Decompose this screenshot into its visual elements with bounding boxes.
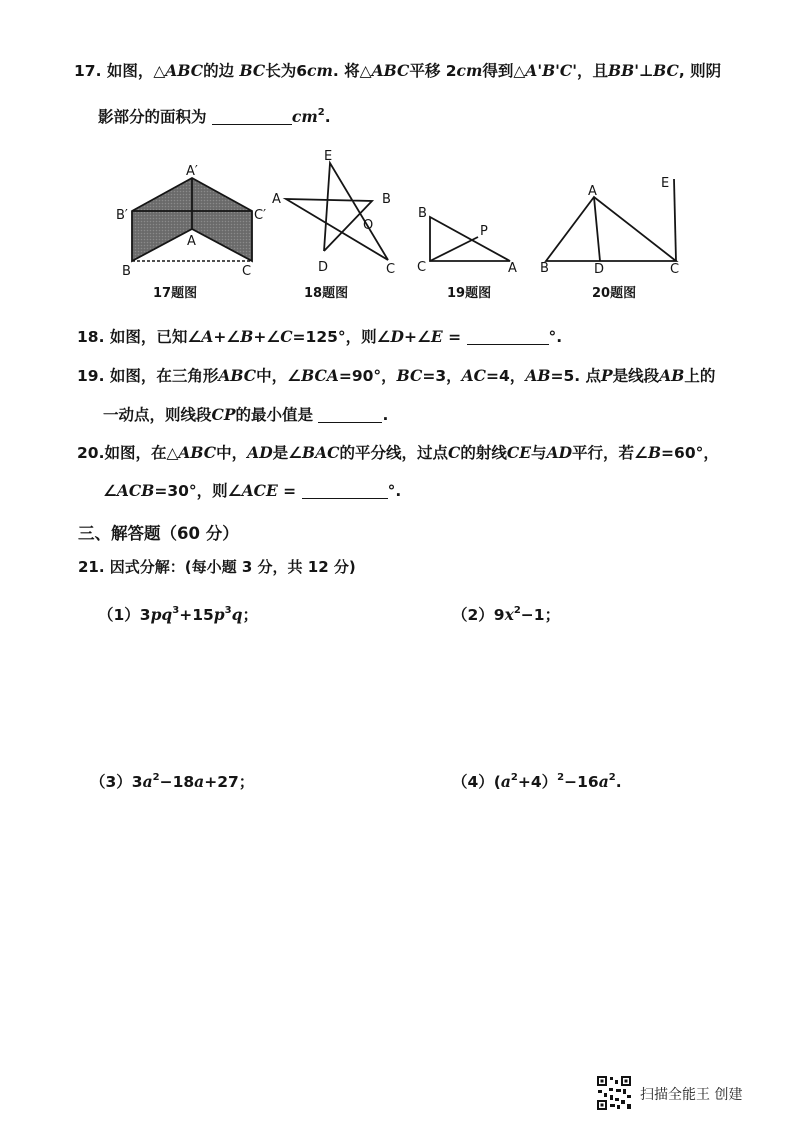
q21-part2: $(2)9x^2-1$； <box>452 605 561 624</box>
figure-19 <box>417 206 517 276</box>
fig17-caption: 17题图 <box>153 286 198 301</box>
fig17-label: C′ <box>254 208 267 223</box>
q18-answer-blank[interactable] <box>467 328 549 345</box>
fig20-label: A <box>588 184 597 199</box>
fig18-label: D <box>318 260 329 275</box>
q17-answer-blank[interactable] <box>212 108 292 125</box>
figures-row <box>110 145 690 305</box>
qr-code-icon <box>596 1075 632 1111</box>
figure-17 <box>116 164 266 279</box>
section-title: 三、解答题（60 分） <box>78 524 239 543</box>
q21-part1: $(1)3pq^3+15p^3q$； <box>98 605 258 624</box>
fig20-label: D <box>594 262 605 277</box>
q18-line: 18. 如图，已知∠A+∠B+∠C=125°，则∠D+∠E = °. <box>77 327 563 346</box>
fig18-caption: 18题图 <box>304 286 349 301</box>
fig18-label: C <box>386 262 396 277</box>
fig18-label: B <box>382 192 391 207</box>
q21-part4: $(4)(a^2+4)^2-16a^2$. <box>452 772 622 791</box>
fig17-label: B <box>122 264 131 279</box>
fig19-caption: 19题图 <box>447 286 492 301</box>
q19-line2: 一动点，则线段CP的最小值是 . <box>103 405 389 424</box>
fig18-label: E <box>324 149 333 164</box>
fig18-label: A <box>272 192 281 207</box>
q19-line1: 19. 如图，在三角形ABC中，∠BCA=90°，BC=3，AC=4，AB=5. 点P是线段AB上的 <box>77 366 716 385</box>
fig20-label: E <box>661 176 670 191</box>
fig19-label: C <box>417 260 427 275</box>
fig19-label: A <box>508 261 517 276</box>
q20-answer-blank[interactable] <box>302 482 388 499</box>
scanner-brand: 扫描全能王 创建 <box>640 1087 743 1103</box>
q21-title: 21. 因式分解：(每小题 3 分，共 12 分) <box>78 558 356 576</box>
q20-line2: ∠ACB=30°，则∠ACE = °. <box>103 481 402 500</box>
fig17-label: C <box>242 264 252 279</box>
fig18-star <box>286 163 388 260</box>
fig19-label: B <box>418 206 427 221</box>
fig20-label: C <box>670 262 680 277</box>
figure-18 <box>272 149 395 277</box>
fig20-caption: 20题图 <box>592 286 637 301</box>
fig18-label: O <box>363 218 374 233</box>
fig17-label: A′ <box>186 164 198 179</box>
q21-part3: $(3)3a^2-18a+27$； <box>90 772 255 791</box>
fig20-triangle <box>546 197 676 261</box>
q17-line1: 17. 如图，△ABC的边 BC长为6cm. 将△ABC平移 2cm得到△A'B'C'，且BB'⊥BC, 则阴 <box>74 61 722 80</box>
q17-line2: 影部分的面积为 $cm^2$. <box>98 107 331 126</box>
fig17-label: A <box>187 234 196 249</box>
fig19-label: P <box>480 224 488 239</box>
figure-20 <box>540 176 679 277</box>
q19-answer-blank[interactable] <box>318 406 382 423</box>
q20-line1: 20.如图，在△ABC中，AD是∠BAC的平分线，过点C的射线CE与AD平行，若∠B=60°， <box>77 443 719 462</box>
fig20-label: B <box>540 261 549 276</box>
fig17-label: B′ <box>116 208 128 223</box>
